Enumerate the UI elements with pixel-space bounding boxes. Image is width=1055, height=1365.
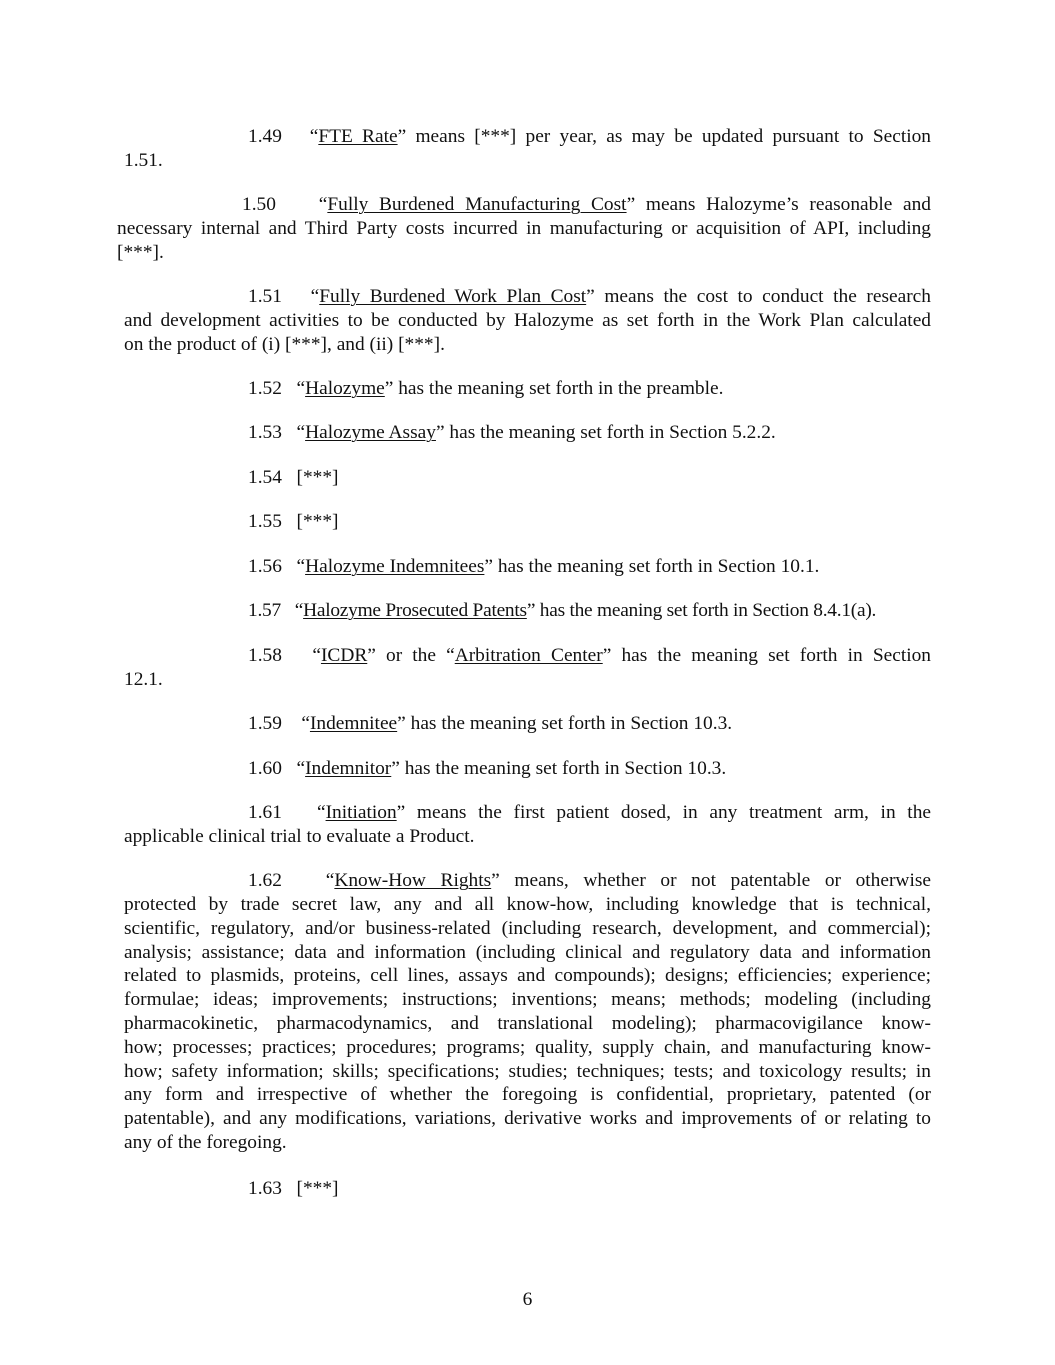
definition-1-62-last-line: any of the foregoing.: [124, 1132, 287, 1153]
definition-1-62-line: how; processes; practices; procedures; programs; quality, supply chain, and manufacturing know-: [124, 1037, 931, 1058]
section-number: 1.60: [248, 758, 282, 779]
definition-1-50-line-3: [***].: [117, 242, 164, 263]
defined-term: Halozyme Indemnitees: [305, 556, 485, 577]
definition-1-49-continuation: 1.51.: [124, 150, 163, 171]
definition-1-50-line-2: necessary internal and Third Party costs incurred in manufacturing or acquisition of API, including: [117, 218, 931, 239]
definition-1-51-line-3: on the product of (i) [***], and (ii) [***].: [124, 334, 445, 355]
section-number: 1.51: [248, 286, 282, 307]
section-number: 1.61: [248, 802, 282, 823]
definition-1-58-continuation: 12.1.: [124, 669, 163, 690]
page-number: 6: [522, 1289, 533, 1310]
definition-1-53: 1.53 “Halozyme Assay” has the meaning set forth in Section 5.2.2.: [248, 422, 776, 443]
defined-term: ICDR: [320, 645, 368, 666]
definition-1-62-line: any form and irrespective of whether the foregoing is confidential, proprietary, patented (or: [124, 1084, 931, 1105]
section-number: 1.50: [242, 194, 276, 215]
defined-term: Initiation: [325, 802, 397, 823]
definition-1-58: 1.58 “ICDR” or the “Arbitration Center” has the meaning set forth in Section: [248, 645, 931, 666]
redacted-text: [***]: [296, 511, 339, 532]
defined-term: Fully Burdened Work Plan Cost: [319, 286, 587, 307]
definition-1-49: 1.49 “FTE Rate” means [***] per year, as may be updated pursuant to Section: [248, 126, 931, 147]
defined-term: Halozyme Prosecuted Patents: [303, 600, 527, 621]
definition-1-50: 1.50 “Fully Burdened Manufacturing Cost” means Halozyme’s reasonable and: [242, 194, 932, 215]
section-number: 1.57: [248, 600, 281, 621]
section-number: 1.59: [248, 713, 282, 734]
definition-1-62-line: formulae; ideas; improvements; instructions; inventions; means; methods; modeling (including: [124, 989, 931, 1010]
defined-term: Fully Burdened Manufacturing Cost: [327, 194, 627, 215]
defined-term-2: Arbitration Center: [454, 645, 603, 666]
definition-1-59: 1.59 “Indemnitee” has the meaning set forth in Section 10.3.: [248, 713, 733, 734]
definition-1-62-line: scientific, regulatory, and/or business-related (including research, development, and commercial);: [124, 918, 931, 939]
redacted-text: [***]: [296, 467, 339, 488]
section-number: 1.52: [248, 378, 282, 399]
definition-1-63: [248, 1177, 339, 1201]
section-number: 1.63: [248, 1178, 282, 1199]
definition-1-61: 1.61 “Initiation” means the first patient dosed, in any treatment arm, in the: [248, 802, 931, 823]
definition-1-52: 1.52 “Halozyme” has the meaning set forth in the preamble.: [248, 378, 724, 399]
section-number: 1.49: [248, 126, 282, 147]
section-number: 1.56: [248, 556, 282, 577]
definition-1-51-line-2: and development activities to be conducted by Halozyme as set forth in the Work Plan calculated: [124, 310, 931, 331]
section-number: 1.62: [248, 870, 282, 891]
section-number: 1.58: [248, 645, 282, 666]
defined-term: Indemnitee: [309, 713, 398, 734]
defined-term: Indemnitor: [305, 758, 392, 779]
defined-term: FTE Rate: [318, 126, 398, 147]
definition-1-62-line: related to plasmids, proteins, cell lines, assays and compounds); designs; efficiencies; experience;: [124, 965, 931, 986]
definition-1-62-line: how; safety information; skills; specifications; studies; techniques; tests; and toxicology results; in: [124, 1061, 931, 1082]
definition-1-54: [248, 466, 339, 490]
definition-1-62-line: protected by trade secret law, any and all know-how, including knowledge that is technical,: [124, 894, 931, 915]
redacted-text: [***]: [296, 1178, 339, 1199]
section-number: 1.54: [248, 467, 282, 488]
section-number: 1.55: [248, 511, 282, 532]
definition-1-57: 1.57 “Halozyme Prosecuted Patents” has the meaning set forth in Section 8.4.1(a).: [248, 600, 877, 621]
definition-1-62-line: patentable), and any modifications, variations, derivative works and improvements of or relating to: [124, 1108, 931, 1129]
definition-1-62: 1.62 “Know-How Rights” means, whether or not patentable or otherwise: [248, 870, 931, 891]
definition-1-56: 1.56 “Halozyme Indemnitees” has the meaning set forth in Section 10.1.: [248, 556, 820, 577]
defined-term: Know-How Rights: [334, 870, 492, 891]
definition-1-62-line: analysis; assistance; data and information (including clinical and regulatory data and information: [124, 942, 931, 963]
section-number: 1.53: [248, 422, 282, 443]
defined-term: Halozyme Assay: [305, 422, 436, 443]
defined-term: Halozyme: [305, 378, 385, 399]
definition-1-51: 1.51 “Fully Burdened Work Plan Cost” means the cost to conduct the research: [248, 286, 931, 307]
definition-1-60: 1.60 “Indemnitor” has the meaning set forth in Section 10.3.: [248, 758, 727, 779]
definition-1-62-line: pharmacokinetic, pharmacodynamics, and translational modeling); pharmacovigilance know-: [124, 1013, 931, 1034]
definition-1-61-line-2: applicable clinical trial to evaluate a Product.: [124, 826, 475, 847]
definition-1-55: [248, 510, 339, 534]
